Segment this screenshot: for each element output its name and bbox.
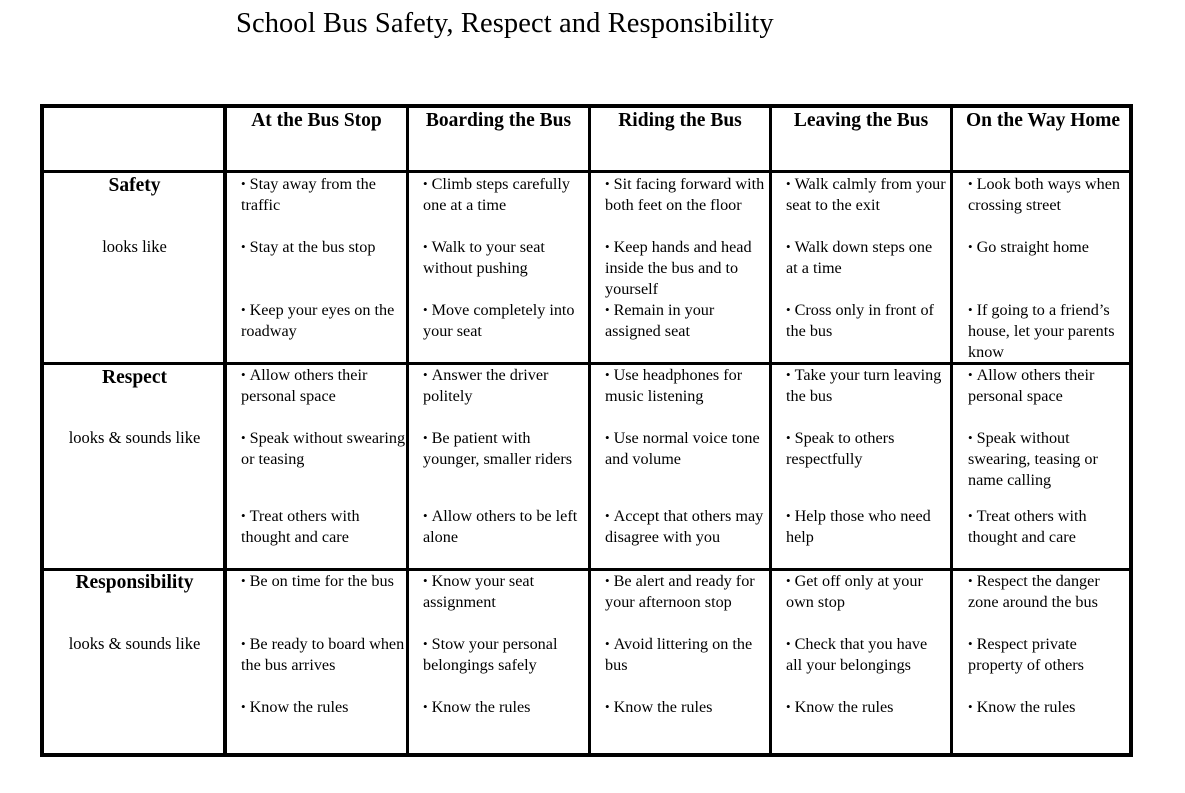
bullet-icon: • [968,176,973,191]
column-header-bus-stop: At the Bus Stop [251,110,382,131]
list-item [605,428,771,470]
list-item-text: Avoid littering on the bus [605,635,753,674]
list-item [786,174,946,216]
list-item [241,634,406,676]
bullet-icon: • [605,699,610,714]
list-item [423,237,587,279]
list-item [605,634,771,676]
list-item-text: Know the rules [613,698,713,716]
list-item-text: Stow your personal belongings safely [423,635,558,674]
list-item-text: Cross only in front of the bus [786,301,934,340]
list-item-text: Walk down steps one at a time [786,238,933,277]
list-item [605,174,771,216]
bullet-icon: • [605,176,610,191]
list-item-text: Know the rules [976,698,1076,716]
list-item-text: Respect private property of others [968,635,1084,674]
list-item [968,697,1130,718]
behavior-matrix-table [40,104,1133,757]
bullet-icon: • [968,302,973,317]
list-item-text: Respect the danger zone around the bus [968,572,1100,611]
list-item-text: Stay at the bus stop [249,238,376,256]
list-item-text: Go straight home [976,238,1089,256]
bullet-icon: • [241,573,246,588]
row-subtitle-responsibility: looks & sounds like [68,634,201,653]
list-item [968,174,1130,216]
list-item-text: Remain in your assigned seat [605,301,715,340]
list-item [968,365,1130,407]
list-item-text: Treat others with thought and care [968,507,1087,546]
row-subtitle-safety: looks like [102,237,167,256]
list-item [786,365,946,407]
list-item [968,428,1130,491]
bullet-icon: • [423,573,428,588]
list-item [786,237,946,279]
list-item [241,237,406,258]
bullet-icon: • [241,302,246,317]
list-item [605,697,771,718]
bullet-icon: • [423,302,428,317]
bullet-icon: • [423,508,428,523]
bullet-icon: • [423,239,428,254]
row-subtitle-respect: looks & sounds like [68,428,201,447]
list-item-text: Accept that others may disagree with you [605,507,764,546]
bullet-icon: • [968,430,973,445]
list-item [968,506,1130,548]
list-item-text: Know the rules [249,698,349,716]
list-item-text: Be alert and ready for your afternoon stop [605,572,755,611]
list-item-text: Walk calmly from your seat to the exit [786,175,946,214]
bullet-icon: • [786,367,791,382]
list-item [968,237,1130,258]
bullet-icon: • [605,367,610,382]
list-item [423,174,587,216]
bullet-icon: • [786,699,791,714]
list-item-text: Treat others with thought and care [241,507,360,546]
column-divider [406,108,409,753]
list-item-text: Use headphones for music listening [605,366,743,405]
bullet-icon: • [423,636,428,651]
list-item [241,571,406,592]
list-item-text: Be on time for the bus [249,572,394,590]
list-item-text: If going to a friend’s house, let your parents know [968,301,1115,361]
list-item [423,506,587,548]
list-item [786,428,946,470]
bullet-icon: • [605,573,610,588]
list-item [423,365,587,407]
list-item-text: Check that you have all your belongings [786,635,928,674]
list-item [786,571,946,613]
list-item [968,300,1130,363]
bullet-icon: • [241,239,246,254]
bullet-icon: • [968,367,973,382]
list-item-text: Help those who need help [786,507,931,546]
list-item-text: Use normal voice tone and volume [605,429,760,468]
list-item-text: Move completely into your seat [423,301,575,340]
list-item-text: Take your turn leaving the bus [786,366,942,405]
list-item-text: Be ready to board when the bus arrives [241,635,405,674]
list-item-text: Answer the driver politely [423,366,549,405]
list-item-text: Speak without swearing or teasing [241,429,406,468]
bullet-icon: • [968,636,973,651]
bullet-icon: • [968,508,973,523]
list-item-text: Know your seat assignment [423,572,535,611]
list-item [605,506,771,548]
list-item-text: Be patient with younger, smaller riders [423,429,573,468]
bullet-icon: • [786,430,791,445]
list-item-text: Climb steps carefully one at a time [423,175,571,214]
bullet-icon: • [605,430,610,445]
row-divider [44,170,1129,173]
list-item [423,571,587,613]
bullet-icon: • [968,573,973,588]
list-item-text: Allow others their personal space [968,366,1095,405]
row-header-responsibility: Responsibility [75,572,194,593]
list-item-text: Speak without swearing, teasing or name calling [968,429,1098,489]
column-header-riding: Riding the Bus [618,110,742,131]
column-divider [588,108,591,753]
list-item-text: Allow others to be left alone [423,507,578,546]
list-item [605,300,771,342]
bullet-icon: • [241,367,246,382]
row-header-respect: Respect [102,367,167,388]
bullet-icon: • [786,508,791,523]
list-item [423,634,587,676]
list-item [786,697,946,718]
list-item [241,174,406,216]
bullet-icon: • [605,636,610,651]
bullet-icon: • [786,636,791,651]
list-item [241,300,406,342]
list-item-text: Allow others their personal space [241,366,368,405]
list-item-text: Sit facing forward with both feet on the floor [605,175,765,214]
page-title: School Bus Safety, Respect and Responsibility [236,8,774,39]
list-item [786,506,946,548]
list-item [968,634,1130,676]
bullet-icon: • [968,699,973,714]
bullet-icon: • [423,367,428,382]
list-item-text: Keep your eyes on the roadway [241,301,395,340]
list-item [423,428,587,470]
list-item-text: Look both ways when crossing street [968,175,1120,214]
list-item [786,634,946,676]
list-item [605,365,771,407]
list-item-text: Know the rules [794,698,894,716]
list-item [605,571,771,613]
bullet-icon: • [786,302,791,317]
list-item [241,365,406,407]
list-item [241,506,406,548]
bullet-icon: • [423,430,428,445]
list-item-text: Speak to others respectfully [786,429,895,468]
column-header-boarding: Boarding the Bus [425,110,572,131]
column-header-leaving: Leaving the Bus [793,110,929,131]
list-item [605,237,771,300]
bullet-icon: • [241,699,246,714]
bullet-icon: • [968,239,973,254]
bullet-icon: • [423,176,428,191]
bullet-icon: • [786,573,791,588]
bullet-icon: • [605,302,610,317]
bullet-icon: • [786,239,791,254]
list-item-text: Keep hands and head inside the bus and to yourself [605,238,752,298]
bullet-icon: • [241,508,246,523]
bullet-icon: • [605,239,610,254]
column-divider [950,108,953,753]
bullet-icon: • [241,636,246,651]
list-item-text: Know the rules [431,698,531,716]
list-item [423,697,587,718]
list-item-text: Stay away from the traffic [241,175,376,214]
bullet-icon: • [423,699,428,714]
list-item [423,300,587,342]
bullet-icon: • [605,508,610,523]
list-item-text: Walk to your seat without pushing [423,238,545,277]
row-header-safety: Safety [108,175,161,196]
list-item [241,697,406,718]
list-item [968,571,1130,613]
column-header-way-home: On the Way Home [965,110,1121,131]
list-item-text: Get off only at your own stop [786,572,923,611]
list-item [241,428,406,470]
bullet-icon: • [786,176,791,191]
list-item [786,300,946,342]
bullet-icon: • [241,176,246,191]
bullet-icon: • [241,430,246,445]
